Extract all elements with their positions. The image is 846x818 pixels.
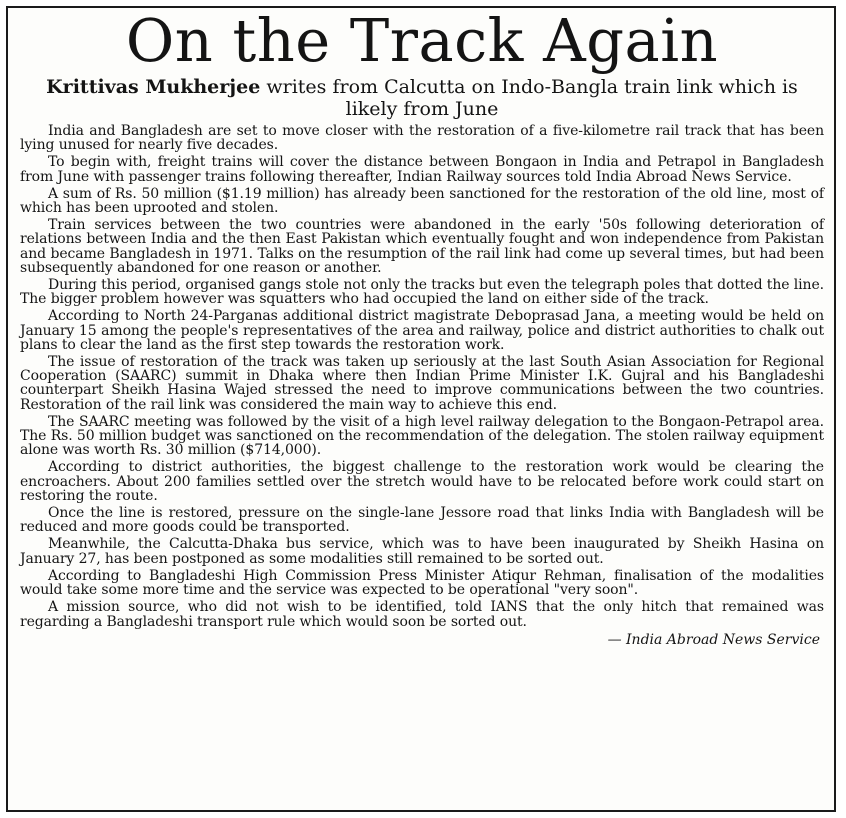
paragraph: Train services between the two countries were abandoned in the early '50s following deterioration of relations between India and the then East Pakistan which eventually fought and won independence from Pakistan and became Bangladesh in 1971. Talks on the resumption of the rail link had come up several times, but had been subsequently abandoned for one reason or another.	[20, 217, 824, 276]
paragraph: According to Bangladeshi High Commission Press Minister Atiqur Rehman, finalisation of the modalities would take some more time and the service was expected to be operational "very soon".	[20, 567, 824, 599]
paragraph: The SAARC meeting was followed by the visit of a high level railway delegation to the Bongaon-Petrapol area. The Rs. 50 million budget was sanctioned on the recommendation of the delegation. The stolen railway equipment alone was worth Rs. 30 million ($714,000).	[20, 413, 824, 459]
paragraph: A mission source, who did not wish to be identified, told IANS that the only hitch that remained was regarding a Bangladeshi transport rule which would soon be sorted out.	[20, 599, 824, 630]
headline: On the Track Again	[125, 6, 719, 75]
byline: Krittivas Mukherjee	[46, 76, 261, 98]
newspaper-clipping	[6, 6, 836, 812]
paragraph: According to district authorities, the biggest challenge to the restoration work would be clearing the encroachers. About 200 families settled over the stretch would have to be relocated before work could start on restoring the route.	[20, 459, 824, 504]
paragraph: India and Bangladesh are set to move closer with the restoration of a five-kilometre rail track that has been lying unused for nearly five decades.	[20, 123, 824, 154]
paragraph: To begin with, freight trains will cover the distance between Bongaon in India and Petrapol in Bangladesh from June with passenger trains following thereafter, Indian Railway sources told India Abroad News Service.	[20, 154, 824, 185]
paragraph: The issue of restoration of the track was taken up seriously at the last South Asian Association for Regional Cooperation (SAARC) summit in Dhaka where then Indian Prime Minister I.K. Gujral and his Bangladeshi counterpart Sheikh Hasina Wajed stressed the need to improve communications between the two countries. Restoration of the rail link was considered the main way to achieve this end.	[20, 354, 824, 413]
paragraph: Meanwhile, the Calcutta-Dhaka bus service, which was to have been inaugurated by Sheikh Hasina on January 27, has been postponed as some modalities still remained to be sorted out.	[20, 536, 824, 567]
news-service-credit: — India Abroad News Service	[607, 631, 820, 648]
paragraph: According to North 24-Parganas additional district magistrate Deboprasad Jana, a meeting would be held on January 15 among the people's representatives of the area and railway, police and district authorities to chalk out plans to clear the land as the first step towards the restoration work.	[20, 308, 824, 353]
standfirst	[20, 76, 824, 120]
paragraph: A sum of Rs. 50 million ($1.19 million) has already been sanctioned for the restoration of the old line, most of which has been uprooted and stolen.	[20, 185, 824, 217]
article-body	[20, 124, 824, 629]
paragraph: Once the line is restored, pressure on the single-lane Jessore road that links India with Bangladesh will be reduced and more goods could be transported.	[20, 505, 824, 536]
standfirst-text: writes from Calcutta on Indo-Bangla train link which is likely from June	[260, 76, 798, 120]
paragraph: During this period, organised gangs stole not only the tracks but even the telegraph poles that dotted the line. The bigger problem however was squatters who had occupied the land on either side of the track.	[20, 277, 824, 308]
